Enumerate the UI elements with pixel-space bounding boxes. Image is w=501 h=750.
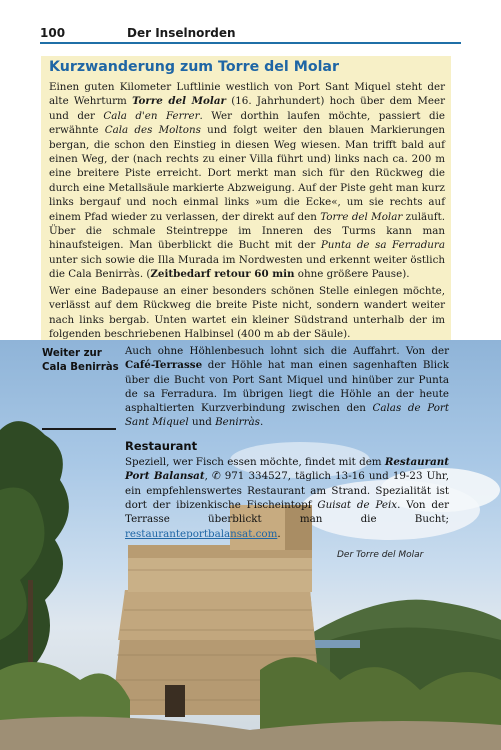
- text-run: (16. Jahrhundert) hoch über dem Meer und der: [49, 95, 445, 122]
- text-run: zuläuft. Über die schmale Steintreppe im Inneren des Turms kann man hinaufsteigen. Man überblickt die Bucht mit der: [49, 210, 446, 252]
- text-run: Torre del Molar: [132, 95, 226, 108]
- section-title: Der Inselnorden: [127, 26, 236, 40]
- running-header: [40, 24, 461, 42]
- text-run: Auch ohne Höhlenbesuch lohnt sich die Auffahrt. Von der: [125, 345, 449, 357]
- text-run: ohne größere Pause).: [294, 268, 410, 281]
- text-run: Torre del Molar: [320, 210, 403, 223]
- text-run: Café-Terrasse: [125, 359, 203, 372]
- side-rule: [42, 428, 116, 430]
- main-paragraph-2: [125, 455, 449, 541]
- text-run: .: [259, 416, 264, 429]
- text-run: .: [277, 527, 281, 540]
- box-paragraph-1: [49, 80, 445, 282]
- info-box: [41, 56, 451, 340]
- text-run: und folgt weiter den blauen Markierungen bergan, die schon den Einstieg in diesen Weg wiesen. Man trifft bald auf einen Weg, der (nach rechts zu einer Villa führt und) links nach ca. 200 m eine breitere Piste erreicht. Dort merkt man sich für den Rückweg die durch eine Metallsäule markierte Abzweigung. Auf der Piste geht man kurz links bergauf und noch einmal links »um die Ecke«, um sie rechts auf einem Pfad wieder zu verlassen, der direkt auf den: [49, 124, 445, 223]
- text-run: Einen guten Kilometer Luftlinie westlich von Port Sant Miquel steht der alte Wehrturm: [49, 81, 445, 108]
- photo-caption: Der Torre del Molar: [337, 550, 424, 560]
- text-run: Cala des Moltons: [104, 124, 201, 137]
- header-rule: [40, 42, 461, 44]
- box-body: [49, 80, 445, 341]
- restaurant-heading: Restaurant: [125, 438, 198, 453]
- box-title: Kurzwanderung zum Torre del Molar: [49, 59, 340, 75]
- text-run: Guisat de Peix: [317, 498, 398, 511]
- text-run: Cala d'en Ferrer: [103, 109, 200, 122]
- main-paragraph-1: [125, 344, 449, 430]
- main-text: [125, 344, 449, 541]
- text-run: , ✆ 971 334527, täglich 13-16 und 19-23 Uhr, ein empfehlenswertes Restaurant am Strand. Spezialität ist dort der ibizenkische Fischeintopf: [125, 470, 449, 511]
- text-run: Calas de Port Sant Miquel: [125, 402, 449, 429]
- box-paragraph-2: Wer eine Badepause an einer besonders schönen Stelle einlegen möchte, verlässt auf dem Rückweg die breite Piste nicht, sondern wandert weiter nach links bergab. Unten wartet ein kleiner Südstrand unterhalb der im folgenden beschriebenen Halbinsel (400 m ab der Säule).: [49, 284, 445, 340]
- side-heading: Weiter zur Cala Benirràs: [42, 348, 119, 373]
- text-run: Zeitbedarf retour 60 min: [150, 268, 295, 281]
- page-number: 100: [40, 26, 66, 40]
- text-run: der Höhle hat man einen sagenhaften Blick über die Bucht von Port Sant Miquel und hinüber zur Punta de sa Ferradura. Im übrigen liegt die Höhle an der heute asphaltierten Kurzverbindung zwischen den: [125, 359, 449, 415]
- text-run: Speziell, wer Fisch essen möchte, findet mit dem: [125, 456, 385, 469]
- text-run: Punta de sa Ferradura: [320, 239, 445, 252]
- text-run: und: [188, 416, 216, 429]
- text-run: unter sich sowie die Illa Murada im Nordwesten und erkennt weiter östlich die Cala Benirràs. (: [49, 253, 445, 281]
- text-run: Restaurant Port Balansat: [125, 456, 449, 483]
- text-run: . Von der Terrasse überblickt man die Bucht;: [125, 498, 449, 526]
- website-link[interactable]: restauranteportbalansat.com: [125, 527, 278, 540]
- text-run: Benirràs: [215, 416, 260, 429]
- text-run: . Wer dorthin laufen möchte, passiert die erwähnte: [49, 109, 445, 137]
